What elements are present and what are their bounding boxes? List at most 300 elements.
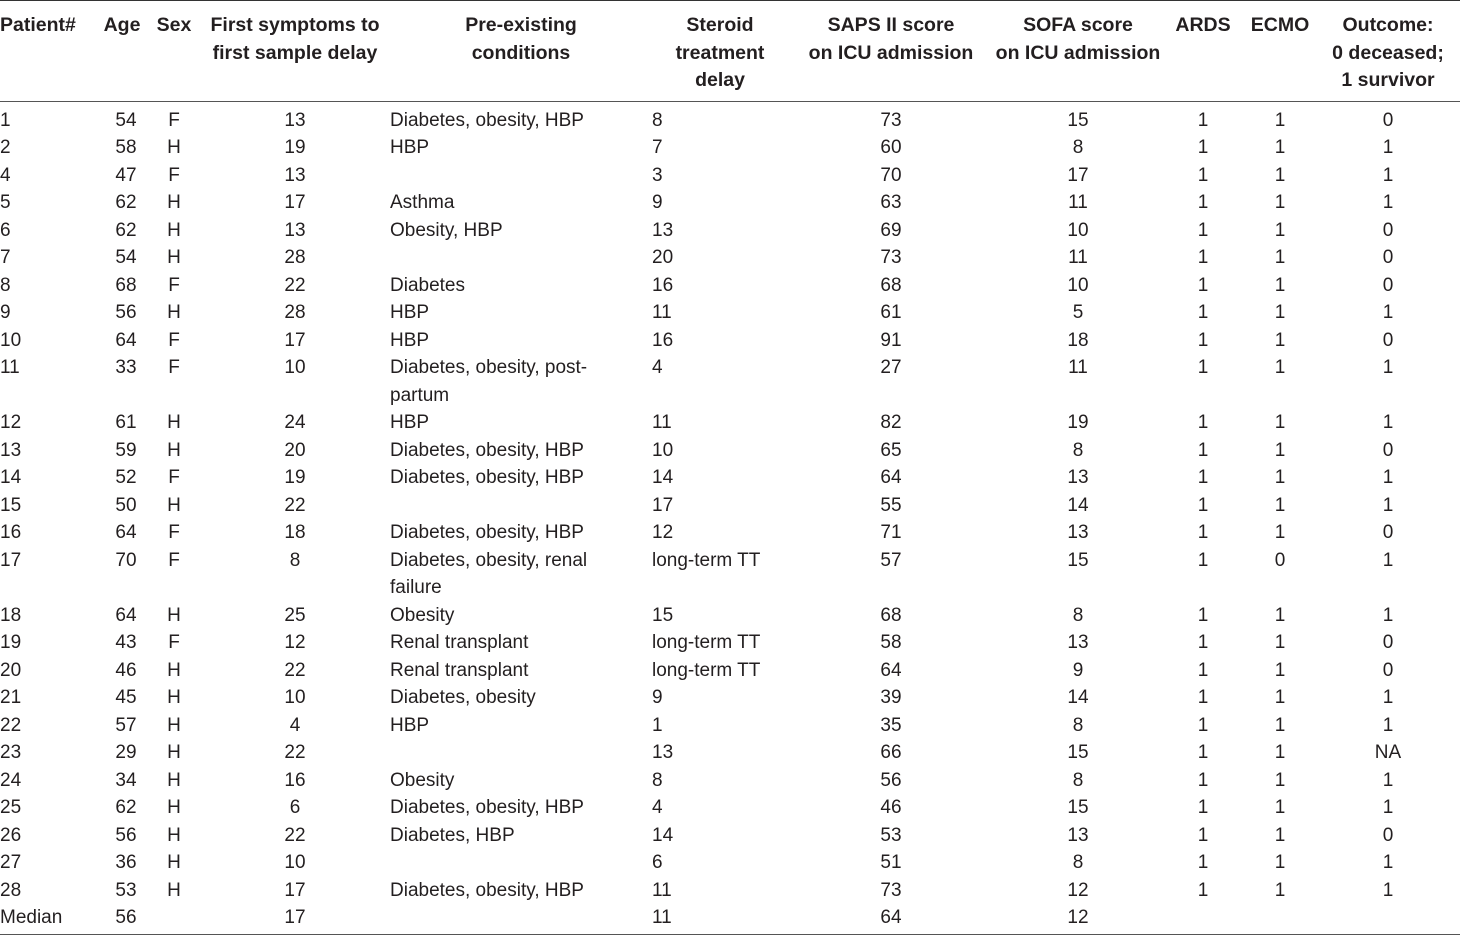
cell-saps-score: 55 [880, 494, 902, 516]
cell-steroid-delay: 10 [652, 439, 674, 461]
cell-symptom-delay: 24 [284, 412, 306, 433]
cell-saps-score: 66 [880, 742, 902, 763]
col-header-outcome: Outcome: 0 deceased; 1 survivor [1316, 1, 1460, 101]
cell-outcome: 1 [1382, 494, 1394, 516]
cell-saps-score: 64 [880, 659, 902, 681]
cell-sofa-score: 14 [1067, 494, 1089, 516]
cell-ards: 1 [1197, 604, 1209, 626]
cell-ards: 1 [1197, 164, 1209, 186]
cell-sofa-score: 18 [1067, 329, 1089, 351]
cell-ecmo: 1 [1274, 494, 1286, 516]
cell-conditions: HBP [390, 329, 430, 351]
cell-saps-score: 64 [788, 904, 994, 934]
median-row [0, 904, 1460, 934]
cell-steroid-delay: 8 [652, 109, 663, 131]
cell-conditions: Diabetes, obesity, HBP [390, 109, 584, 131]
cell-sex: F [168, 274, 180, 296]
cell-steroid-delay: 11 [652, 302, 672, 323]
cell-ards: 1 [1197, 274, 1209, 296]
cell-patient-id: 10 [0, 329, 22, 351]
col-header-age: Age [96, 1, 148, 101]
cell-sex: F [168, 357, 180, 378]
cell-age: 46 [115, 659, 137, 681]
cell-conditions: Renal transplant [390, 659, 529, 681]
cell-steroid-delay: 9 [652, 687, 663, 708]
cell-saps-score: 63 [880, 192, 902, 213]
cell-conditions: HBP [390, 714, 430, 736]
cell-age: 54 [115, 247, 137, 268]
cell-saps-score: 35 [880, 714, 902, 736]
cell-sex: H [167, 659, 181, 681]
cell-outcome: 1 [1382, 357, 1394, 378]
cell-ards: 1 [1197, 192, 1209, 213]
cell-patient-id: 17 [0, 549, 22, 571]
col-header-patient: Patient# [0, 1, 96, 101]
cell-ards: 1 [1197, 769, 1209, 791]
cell-saps-score: 53 [880, 824, 902, 846]
table-row [0, 629, 1460, 657]
cell-outcome: 0 [1382, 439, 1394, 461]
cell-conditions: Renal transplant [390, 632, 529, 653]
cell-ecmo: 1 [1274, 192, 1286, 213]
cell-patient-id: 7 [0, 247, 11, 268]
cell-patient-id: 5 [0, 192, 11, 213]
cell-sofa-score: 10 [1067, 219, 1089, 241]
table-row [0, 354, 1460, 409]
cell-patient-id: 26 [0, 824, 22, 846]
cell-symptom-delay: 13 [284, 109, 306, 131]
cell-steroid-delay: 15 [652, 604, 674, 626]
cell-sofa-score: 13 [1067, 824, 1089, 846]
cell-sofa-score: 8 [1072, 604, 1084, 626]
cell-steroid-delay: 13 [652, 742, 674, 763]
cell-patient-id: 9 [0, 302, 11, 323]
cell-sofa-score: 13 [1067, 632, 1089, 653]
cell-saps-score: 58 [880, 632, 902, 653]
cell-conditions: Diabetes, obesity [390, 687, 536, 708]
cell-saps-score: 69 [880, 219, 902, 241]
cell-ecmo: 1 [1274, 632, 1286, 653]
cell-saps-score: 56 [880, 769, 902, 791]
cell-ecmo: 1 [1274, 659, 1286, 681]
cell-age: 52 [115, 467, 137, 488]
cell-ards: 1 [1197, 687, 1209, 708]
cell-ards: 1 [1197, 659, 1209, 681]
cell-saps-score: 27 [880, 357, 902, 378]
cell-ecmo: 1 [1274, 137, 1286, 158]
table-row [0, 272, 1460, 300]
cell-symptom-delay: 25 [284, 604, 306, 626]
cell-steroid-delay: 4 [652, 797, 663, 818]
cell-ards: 1 [1197, 522, 1209, 543]
table-row [0, 794, 1460, 822]
cell-symptom-delay: 28 [284, 247, 306, 268]
cell-patient-id: 6 [0, 219, 11, 241]
cell-outcome: 0 [1382, 219, 1394, 241]
cell-sex: F [168, 329, 180, 351]
cell-saps-score: 61 [880, 302, 902, 323]
cell-saps-score: 70 [880, 164, 902, 186]
cell-sex [148, 904, 200, 934]
col-header-sex: Sex [148, 1, 200, 101]
cell-conditions [390, 739, 652, 767]
cell-ecmo: 1 [1274, 357, 1286, 378]
cell-outcome: 0 [1382, 522, 1394, 543]
cell-saps-score: 68 [880, 274, 902, 296]
cell-age: 64 [115, 522, 137, 543]
cell-patient-id: 28 [0, 879, 22, 901]
cell-patient-id: 13 [0, 439, 22, 461]
cell-steroid-delay: 16 [652, 274, 674, 296]
cell-symptom-delay: 13 [284, 164, 306, 186]
cell-sofa-score: 15 [1067, 797, 1089, 818]
cell-conditions [390, 244, 652, 272]
table-row [0, 101, 1460, 134]
cell-patient-id: 12 [0, 412, 22, 433]
cell-conditions [390, 492, 652, 520]
cell-conditions [390, 162, 652, 190]
cell-conditions: Diabetes [390, 274, 465, 296]
cell-steroid-delay: 1 [652, 714, 663, 736]
cell-ecmo: 1 [1274, 329, 1286, 351]
col-header-conditions: Pre-existing conditions [390, 1, 652, 101]
cell-symptom-delay: 12 [284, 632, 306, 653]
cell-age: 61 [115, 412, 137, 433]
cell-patient-id: 11 [0, 357, 20, 378]
cell-age: 62 [115, 219, 137, 241]
table-row [0, 712, 1460, 740]
cell-sofa-score: 8 [1072, 852, 1084, 873]
cell-age: 33 [115, 357, 137, 378]
cell-outcome: NA [1374, 742, 1402, 763]
cell-steroid-delay: long-term TT [652, 549, 761, 571]
cell-patient-id: 8 [0, 274, 11, 296]
cell-saps-score: 64 [880, 467, 902, 488]
cell-sex: H [167, 439, 181, 461]
cell-ecmo: 0 [1274, 549, 1286, 571]
cell-patient-id: 2 [0, 137, 11, 158]
cell-patient-id: 27 [0, 852, 22, 873]
cell-ards: 1 [1197, 879, 1209, 901]
table-row [0, 602, 1460, 630]
cell-steroid-delay: 16 [652, 329, 674, 351]
table-row [0, 657, 1460, 685]
cell-sofa-score: 8 [1072, 137, 1084, 158]
table-row [0, 217, 1460, 245]
cell-patient-id: 14 [0, 467, 22, 488]
cell-ecmo: 1 [1274, 302, 1286, 323]
cell-age: 54 [115, 109, 137, 131]
cell-ecmo: 1 [1274, 247, 1286, 268]
cell-patient-id: 22 [0, 714, 22, 736]
table-row [0, 519, 1460, 547]
cell-ards: 1 [1197, 302, 1209, 323]
cell-steroid-delay: 8 [652, 769, 663, 791]
cell-sex: H [167, 412, 181, 433]
cell-symptom-delay: 17 [200, 904, 390, 934]
cell-ards: 1 [1197, 439, 1209, 461]
cell-symptom-delay: 19 [284, 467, 306, 488]
cell-sex: H [167, 604, 181, 626]
cell-ards: 1 [1197, 824, 1209, 846]
cell-ecmo: 1 [1274, 769, 1286, 791]
cell-symptom-delay: 18 [284, 522, 306, 543]
cell-patient-id: 24 [0, 769, 22, 791]
cell-ecmo: 1 [1274, 412, 1286, 433]
cell-ecmo: 1 [1274, 439, 1286, 461]
cell-symptom-delay: 22 [284, 659, 306, 681]
cell-sofa-score: 12 [994, 904, 1162, 934]
cell-age: 64 [115, 329, 137, 351]
table-row [0, 684, 1460, 712]
cell-steroid-delay: 12 [652, 522, 674, 543]
cell-age: 56 [115, 824, 137, 846]
cell-outcome: 0 [1382, 109, 1394, 131]
cell-steroid-delay: 11 [652, 879, 672, 901]
cell-symptom-delay: 20 [284, 439, 306, 461]
table-row [0, 134, 1460, 162]
cell-symptom-delay: 22 [284, 494, 306, 516]
cell-sex: H [167, 742, 181, 763]
col-header-symptom-delay: First symptoms to first sample delay [200, 1, 390, 101]
cell-ards: 1 [1197, 632, 1209, 653]
cell-conditions: HBP [390, 412, 430, 433]
cell-sofa-score: 13 [1067, 467, 1089, 488]
cell-symptom-delay: 17 [284, 879, 306, 901]
cell-outcome: 1 [1382, 192, 1394, 213]
cell-age: 62 [115, 192, 137, 213]
cell-ecmo: 1 [1274, 797, 1286, 818]
cell-ards: 1 [1197, 549, 1209, 571]
cell-patient-id: 16 [0, 522, 22, 543]
cell-ecmo: 1 [1274, 109, 1286, 131]
cell-ards: 1 [1197, 247, 1209, 268]
cell-saps-score: 82 [880, 412, 902, 433]
col-header-saps: SAPS II score on ICU admission [788, 1, 994, 101]
cell-symptom-delay: 28 [284, 302, 306, 323]
cell-sex: H [167, 714, 181, 736]
cell-sofa-score: 17 [1067, 164, 1089, 186]
cell-sofa-score: 15 [1067, 109, 1089, 131]
cell-patient-id: 15 [0, 494, 22, 516]
cell-age: 29 [115, 742, 137, 763]
cell-conditions: Obesity [390, 604, 455, 626]
table-row [0, 877, 1460, 905]
cell-symptom-delay: 17 [284, 329, 306, 351]
cell-conditions: HBP [390, 137, 430, 158]
cell-ecmo: 1 [1274, 687, 1286, 708]
cell-sex: F [168, 467, 180, 488]
cell-sofa-score: 11 [1068, 192, 1088, 213]
cell-sofa-score: 15 [1067, 549, 1089, 571]
table-row [0, 767, 1460, 795]
table-row [0, 437, 1460, 465]
cell-ards [1162, 904, 1244, 934]
cell-outcome: 1 [1382, 879, 1394, 901]
cell-steroid-delay: 4 [652, 357, 663, 378]
cell-patient-id: 18 [0, 604, 22, 626]
cell-outcome: 1 [1382, 714, 1394, 736]
cell-outcome: 1 [1382, 412, 1394, 433]
cell-steroid-delay: 11 [652, 904, 788, 934]
cell-sofa-score: 8 [1072, 439, 1084, 461]
cell-symptom-delay: 4 [289, 714, 301, 736]
cell-patient-id: 19 [0, 632, 22, 653]
cell-patient-id: 1 [0, 109, 11, 131]
cell-saps-score: 73 [880, 879, 902, 901]
cell-sofa-score: 14 [1067, 687, 1089, 708]
cell-symptom-delay: 22 [284, 274, 306, 296]
cell-outcome: 1 [1382, 797, 1394, 818]
cell-age: 53 [115, 879, 137, 901]
cell-steroid-delay: 17 [652, 494, 674, 516]
cell-sofa-score: 10 [1067, 274, 1089, 296]
cell-sex: H [167, 687, 181, 708]
cell-symptom-delay: 8 [289, 549, 301, 571]
table-row [0, 162, 1460, 190]
cell-patient-id: Median [0, 904, 96, 934]
cell-ecmo: 1 [1274, 164, 1286, 186]
cell-ards: 1 [1197, 797, 1209, 818]
cell-steroid-delay: 13 [652, 219, 674, 241]
cell-ecmo: 1 [1274, 604, 1286, 626]
cell-steroid-delay: 14 [652, 467, 674, 488]
col-header-ecmo: ECMO [1244, 1, 1316, 101]
cell-sofa-score: 8 [1072, 714, 1084, 736]
cell-symptom-delay: 10 [284, 357, 306, 378]
cell-sofa-score: 8 [1072, 769, 1084, 791]
cell-symptom-delay: 16 [284, 769, 306, 791]
table-row [0, 547, 1460, 602]
cell-saps-score: 71 [880, 522, 902, 543]
cell-symptom-delay: 17 [284, 192, 306, 213]
cell-ecmo: 1 [1274, 522, 1286, 543]
cell-symptom-delay: 6 [289, 797, 301, 818]
cell-conditions [390, 904, 652, 934]
cell-steroid-delay: long-term TT [652, 659, 761, 681]
cell-saps-score: 65 [880, 439, 902, 461]
cell-outcome: 1 [1382, 687, 1394, 708]
cell-age: 45 [115, 687, 137, 708]
cell-saps-score: 46 [880, 797, 902, 818]
cell-outcome: 0 [1382, 659, 1394, 681]
cell-patient-id: 21 [0, 687, 22, 708]
cell-ecmo [1244, 904, 1316, 934]
cell-conditions: Diabetes, obesity, post-partum [390, 357, 588, 406]
cell-steroid-delay: 6 [652, 852, 663, 873]
cell-sex: H [167, 247, 181, 268]
cell-saps-score: 57 [880, 549, 902, 571]
table-body [0, 101, 1460, 934]
cell-age: 57 [115, 714, 137, 736]
cell-ecmo: 1 [1274, 879, 1286, 901]
table-row [0, 244, 1460, 272]
cell-ards: 1 [1197, 137, 1209, 158]
cell-age: 43 [115, 632, 137, 653]
cell-ards: 1 [1197, 219, 1209, 241]
patient-characteristics-table [0, 1, 1460, 935]
cell-symptom-delay: 22 [284, 824, 306, 846]
cell-ards: 1 [1197, 412, 1209, 433]
cell-sex: F [168, 164, 180, 186]
cell-ards: 1 [1197, 852, 1209, 873]
cell-sex: F [168, 522, 180, 543]
cell-steroid-delay: 7 [652, 137, 663, 158]
cell-outcome: 0 [1382, 824, 1394, 846]
table-row [0, 492, 1460, 520]
table-row [0, 464, 1460, 492]
cell-sex: H [167, 879, 181, 901]
cell-symptom-delay: 19 [284, 137, 306, 158]
cell-symptom-delay: 10 [284, 852, 306, 873]
cell-sex: H [167, 137, 181, 158]
cell-age: 47 [115, 164, 137, 186]
cell-age: 36 [115, 852, 137, 873]
cell-steroid-delay: 3 [652, 164, 663, 186]
cell-age: 64 [115, 604, 137, 626]
cell-sofa-score: 5 [1072, 302, 1084, 323]
cell-sex: F [168, 632, 180, 653]
cell-conditions: Diabetes, obesity, HBP [390, 467, 584, 488]
cell-conditions: Diabetes, obesity, HBP [390, 879, 584, 901]
cell-steroid-delay: 14 [652, 824, 674, 846]
cell-ecmo: 1 [1274, 714, 1286, 736]
cell-ecmo: 1 [1274, 219, 1286, 241]
cell-outcome: 1 [1382, 302, 1394, 323]
cell-symptom-delay: 13 [284, 219, 306, 241]
table-row [0, 739, 1460, 767]
col-header-steroid-delay: Steroid treatment delay [652, 1, 788, 101]
cell-saps-score: 39 [880, 687, 902, 708]
cell-ecmo: 1 [1274, 852, 1286, 873]
table-row [0, 327, 1460, 355]
cell-ards: 1 [1197, 329, 1209, 351]
cell-symptom-delay: 10 [284, 687, 306, 708]
cell-age: 70 [115, 549, 137, 571]
cell-ecmo: 1 [1274, 274, 1286, 296]
cell-steroid-delay: 11 [652, 412, 672, 433]
cell-age: 59 [115, 439, 137, 461]
table-row [0, 189, 1460, 217]
cell-outcome: 0 [1382, 632, 1394, 653]
cell-outcome [1316, 904, 1460, 934]
cell-ards: 1 [1197, 494, 1209, 516]
cell-conditions: Obesity, HBP [390, 219, 503, 241]
cell-outcome: 1 [1382, 467, 1394, 488]
cell-outcome: 0 [1382, 274, 1394, 296]
cell-steroid-delay: 20 [652, 247, 674, 268]
table-row [0, 822, 1460, 850]
table-row [0, 299, 1460, 327]
cell-conditions [390, 849, 652, 877]
cell-sex: H [167, 494, 181, 516]
cell-conditions: Asthma [390, 192, 455, 213]
cell-conditions: Diabetes, obesity, HBP [390, 439, 584, 461]
cell-ecmo: 1 [1274, 742, 1286, 763]
cell-outcome: 1 [1382, 164, 1394, 186]
cell-sex: H [167, 797, 181, 818]
cell-sofa-score: 11 [1068, 357, 1088, 378]
cell-age: 34 [115, 769, 137, 791]
cell-outcome: 1 [1382, 852, 1394, 873]
cell-age: 58 [115, 137, 137, 158]
cell-outcome: 0 [1382, 247, 1394, 268]
cell-age: 56 [115, 302, 137, 323]
cell-sofa-score: 15 [1067, 742, 1089, 763]
cell-saps-score: 73 [880, 247, 902, 268]
cell-sex: H [167, 192, 181, 213]
cell-ards: 1 [1197, 467, 1209, 488]
